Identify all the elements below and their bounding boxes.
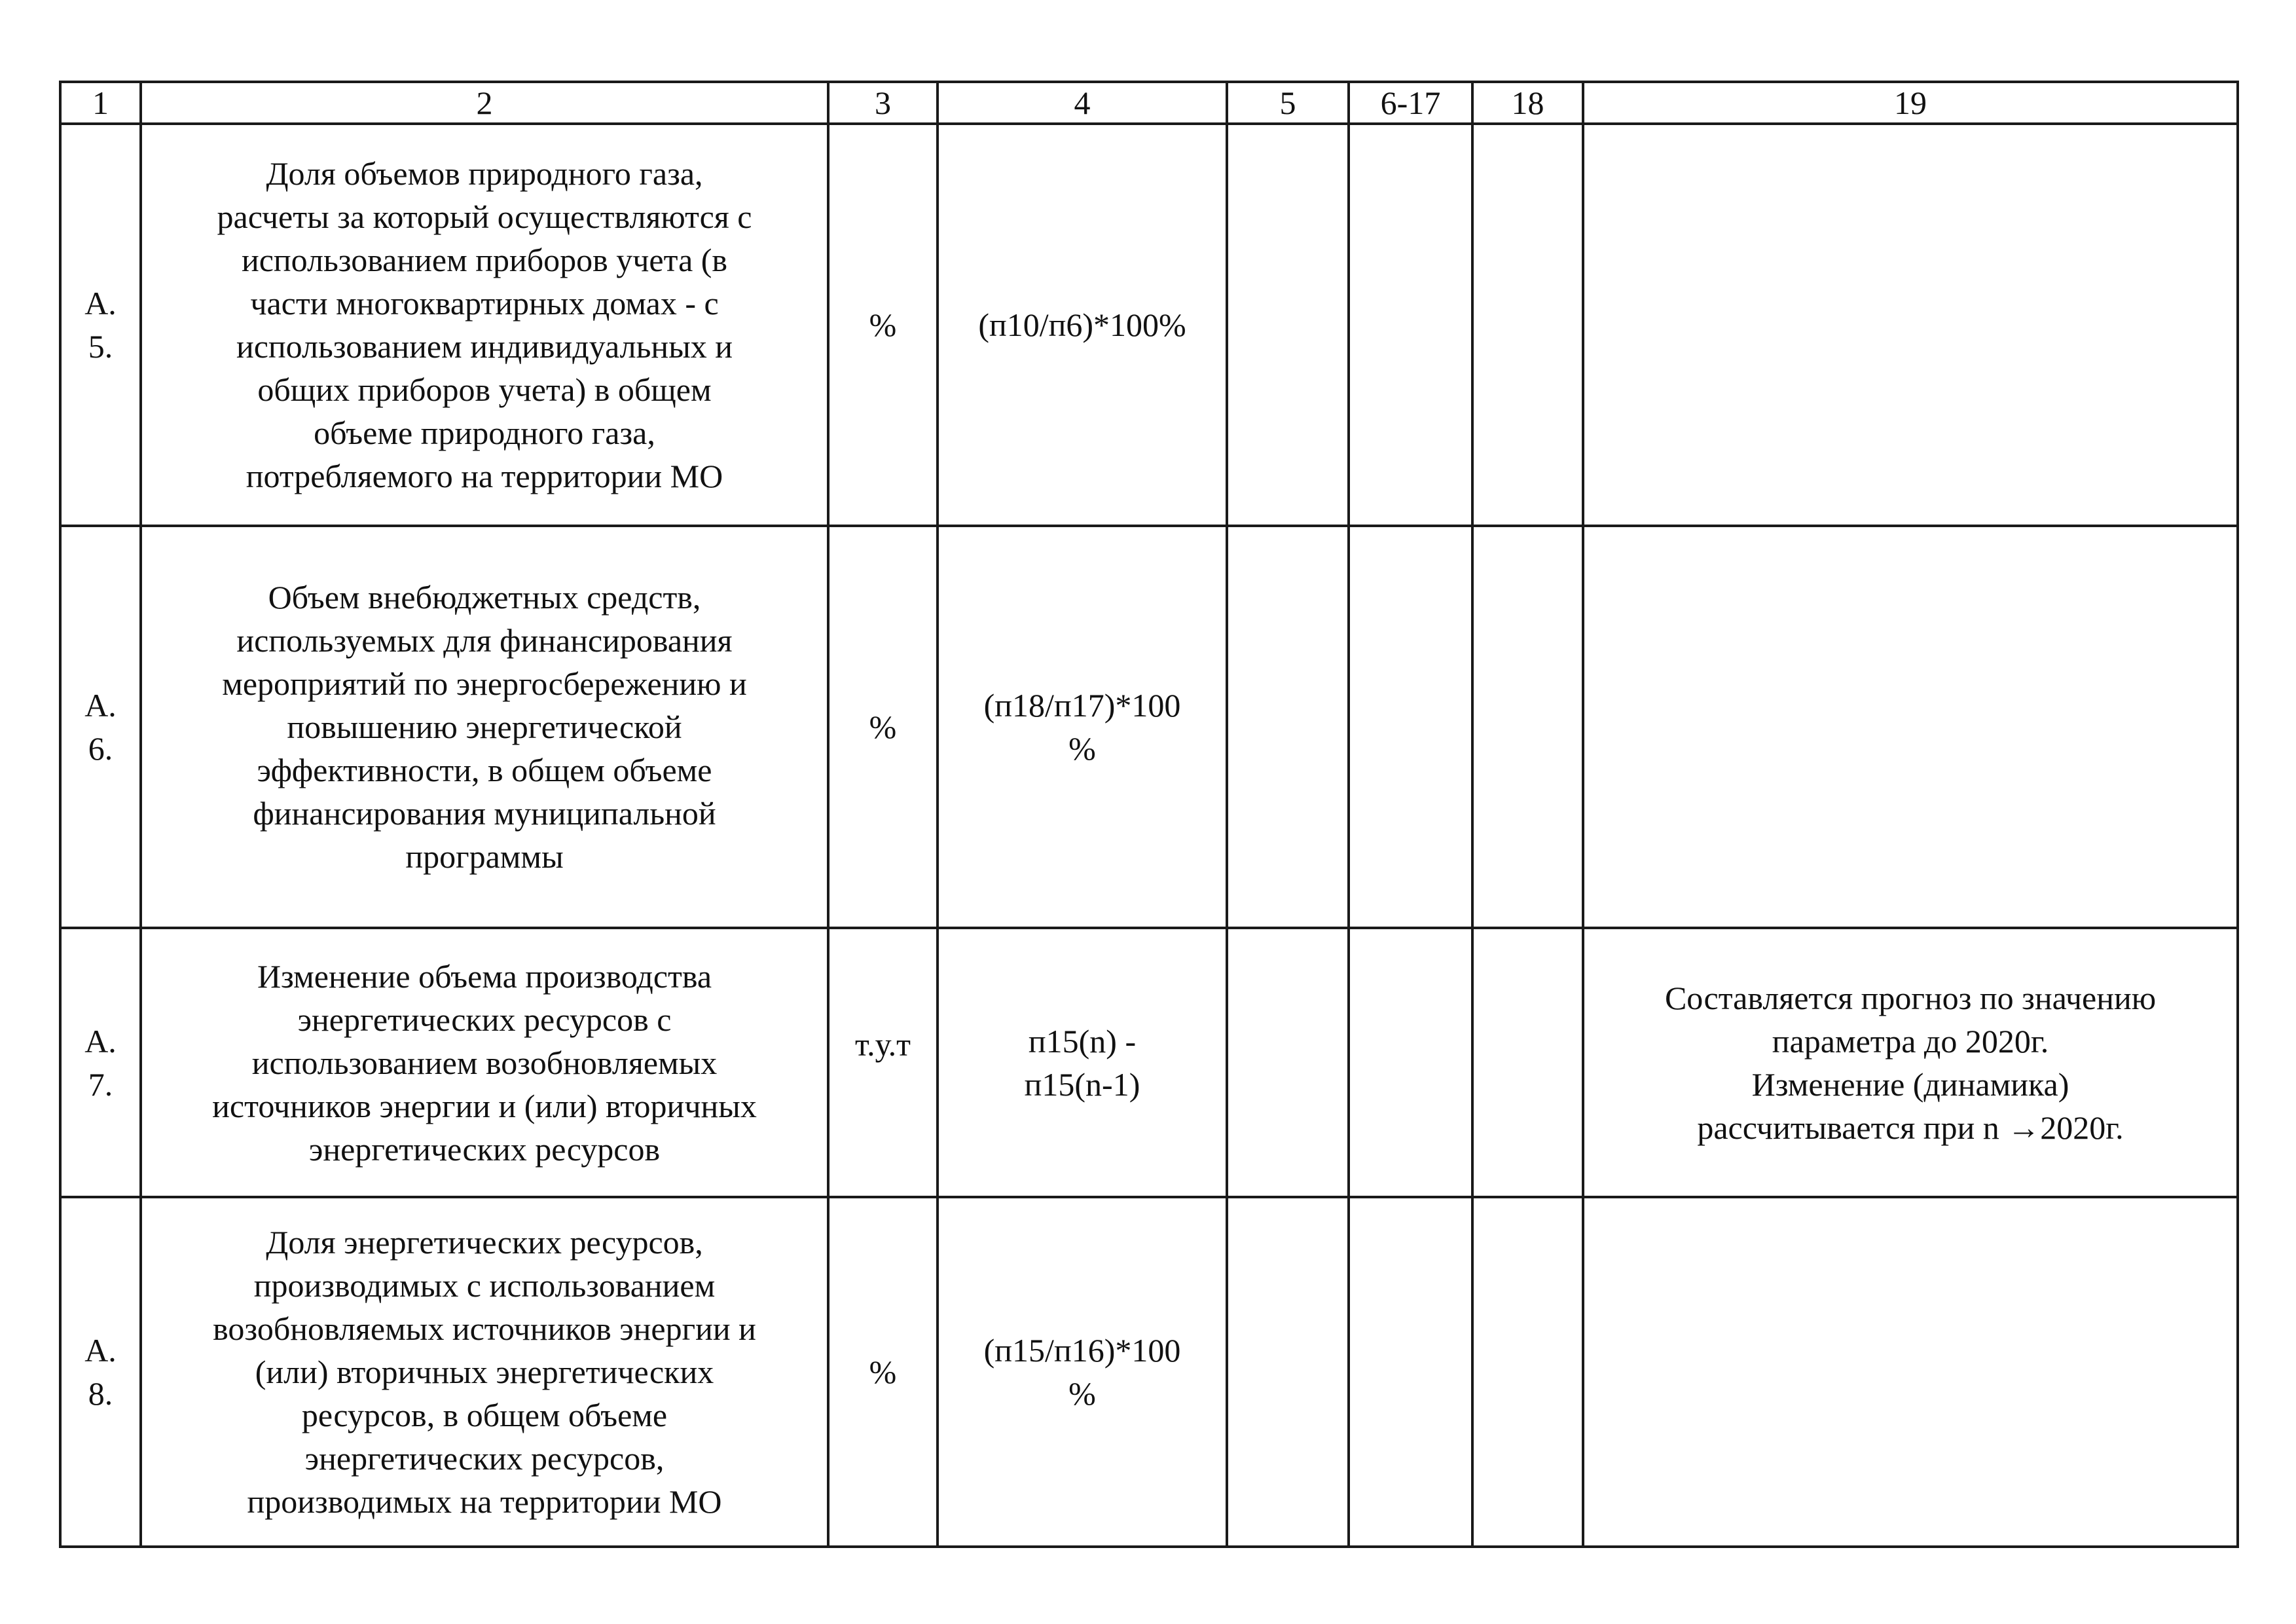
header-col-3: 3 xyxy=(828,82,938,124)
row-number: А. 7. xyxy=(60,928,141,1197)
row-col-6-17 xyxy=(1349,1197,1472,1547)
header-col-6-17: 6-17 xyxy=(1349,82,1472,124)
row-note xyxy=(1583,1197,2238,1547)
row-description: Доля объемов природного газа, расчеты за который осуществляются с использованием приборов учета (в части многоквартирных домах - с использованием индивидуальных и общих приборов учета) в общем объеме природного газа, потребляемого на территории МО xyxy=(141,124,828,526)
row-formula: (п10/п6)*100% xyxy=(938,124,1227,526)
row-unit: % xyxy=(828,1197,938,1547)
row-col-6-17 xyxy=(1349,526,1472,928)
table-row xyxy=(60,1197,2238,1547)
row-unit: т.у.т xyxy=(828,928,938,1197)
row-unit: % xyxy=(828,124,938,526)
row-col-18 xyxy=(1472,124,1583,526)
row-col-5 xyxy=(1227,124,1349,526)
row-col-18 xyxy=(1472,1197,1583,1547)
row-col-18 xyxy=(1472,526,1583,928)
row-note: Составляется прогноз по значению параметра до 2020г. Изменение (динамика) рассчитывается при n →2020г. xyxy=(1583,928,2238,1197)
row-col-5 xyxy=(1227,526,1349,928)
table-row xyxy=(60,124,2238,526)
row-description: Объем внебюджетных средств, используемых для финансирования мероприятий по энергосбережению и повышению энергетической эффективности, в общем объеме финансирования муниципальной программы xyxy=(141,526,828,928)
header-col-1: 1 xyxy=(60,82,141,124)
header-col-19: 19 xyxy=(1583,82,2238,124)
row-formula: (п15/п16)*100 % xyxy=(938,1197,1227,1547)
row-description: Изменение объема производства энергетических ресурсов с использованием возобновляемых источников энергии и (или) вторичных энергетических ресурсов xyxy=(141,928,828,1197)
row-note xyxy=(1583,124,2238,526)
row-col-6-17 xyxy=(1349,928,1472,1197)
table-row xyxy=(60,928,2238,1197)
row-formula: п15(n) - п15(n-1) xyxy=(938,928,1227,1197)
row-number: А. 8. xyxy=(60,1197,141,1547)
table-row xyxy=(60,526,2238,928)
row-col-5 xyxy=(1227,1197,1349,1547)
header-col-5: 5 xyxy=(1227,82,1349,124)
row-col-6-17 xyxy=(1349,124,1472,526)
row-formula: (п18/п17)*100 % xyxy=(938,526,1227,928)
row-number: А. 5. xyxy=(60,124,141,526)
row-unit: % xyxy=(828,526,938,928)
header-col-18: 18 xyxy=(1472,82,1583,124)
header-col-4: 4 xyxy=(938,82,1227,124)
row-description: Доля энергетических ресурсов, производимых с использованием возобновляемых источников энергии и (или) вторичных энергетических ресурсов, в общем объеме энергетических ресурсов, производимых на территории МО xyxy=(141,1197,828,1547)
row-col-18 xyxy=(1472,928,1583,1197)
header-row xyxy=(60,82,2238,124)
row-col-5 xyxy=(1227,928,1349,1197)
row-note xyxy=(1583,526,2238,928)
indicators-table xyxy=(59,81,2239,1548)
header-col-2: 2 xyxy=(141,82,828,124)
row-number: А. 6. xyxy=(60,526,141,928)
